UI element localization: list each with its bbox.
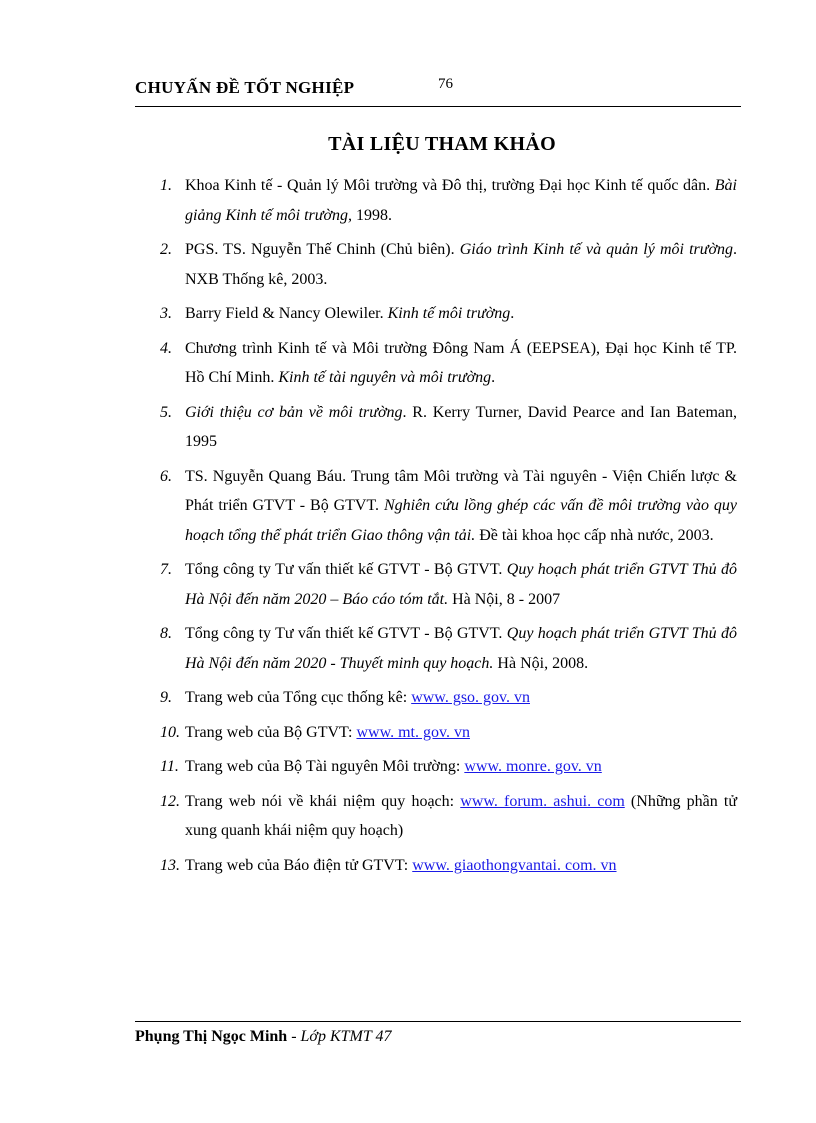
reference-number: 13. xyxy=(160,856,180,874)
page-footer xyxy=(135,1028,391,1046)
reference-number: 7. xyxy=(160,561,172,578)
reference-text: Trang web của Tổng cục thống kê: xyxy=(185,689,412,706)
reference-item xyxy=(135,555,737,614)
reference-item xyxy=(135,171,737,230)
reference-item xyxy=(135,299,737,329)
reference-title: Giới thiệu cơ bản về môi trường xyxy=(185,403,403,421)
reference-item xyxy=(135,619,737,678)
reference-text: 1998. xyxy=(352,206,393,224)
reference-item xyxy=(135,462,737,551)
reference-item xyxy=(135,752,737,782)
reference-item xyxy=(135,718,737,748)
reference-number: 8. xyxy=(160,625,172,642)
reference-item xyxy=(135,851,737,881)
reference-number: 5. xyxy=(160,403,172,421)
reference-link[interactable]: www. monre. gov. vn xyxy=(464,758,602,775)
reference-text: Trang web của Báo điện tử GTVT: xyxy=(185,856,413,874)
reference-text: TS. Nguyễn Quang Báu. Trung tâm Môi trường và Tài nguyên - Viện Chiến lược & Phát triển GTVT - Bộ GTVT. xyxy=(185,467,737,514)
reference-text: (Những phần tử xung quanh khái niệm quy hoạch) xyxy=(185,792,738,839)
reference-list xyxy=(135,171,737,885)
reference-number: 1. xyxy=(160,177,172,194)
reference-text: Tổng công ty Tư vấn thiết kế GTVT - Bộ GTVT. xyxy=(185,625,507,642)
reference-item xyxy=(135,683,737,713)
reference-number: 9. xyxy=(160,689,172,706)
reference-text: . R. Kerry Turner, David Pearce and Ian Bateman, 1995 xyxy=(185,403,738,450)
reference-title: Kinh tế môi trường xyxy=(387,305,511,322)
reference-item xyxy=(135,398,737,457)
reference-text: Trang web của Bộ Tài nguyên Môi trường: xyxy=(185,758,465,775)
reference-text: Hà Nội, 2008. xyxy=(493,654,589,672)
reference-text: PGS. TS. Nguyễn Thế Chinh (Chủ biên). xyxy=(185,241,460,258)
reference-number: 11. xyxy=(160,758,179,775)
reference-number: 4. xyxy=(160,339,172,357)
page-title: TÀI LIỆU THAM KHẢO xyxy=(328,133,556,155)
reference-title: Quy hoạch phát triển GTVT Thủ đô Hà Nội đến năm 2020 – Báo cáo tóm tắt. xyxy=(185,561,738,608)
reference-number: 10. xyxy=(160,723,180,741)
reference-link[interactable]: www. gso. gov. vn xyxy=(411,689,530,706)
reference-link[interactable]: www. giaothongvantai. com. vn xyxy=(412,856,617,874)
author-name: Phụng Thị Ngọc Minh xyxy=(135,1028,288,1045)
author-class: Lớp KTMT 47 xyxy=(300,1028,392,1045)
reference-text: Trang web của Bộ GTVT: xyxy=(185,723,357,741)
footer-divider xyxy=(135,1021,741,1022)
reference-title: Nghiên cứu lồng ghép các vấn đề môi trường vào quy hoạch tổng thể phát triển Giao thông vận tải. xyxy=(185,497,737,544)
reference-item xyxy=(135,787,737,846)
reference-item xyxy=(135,235,737,294)
reference-text: Tổng công ty Tư vấn thiết kế GTVT - Bộ GTVT. xyxy=(185,561,507,578)
reference-number: 6. xyxy=(160,467,172,485)
reference-text: Chương trình Kinh tế và Môi trường Đông Nam Á (EEPSEA), Đại học Kinh tế TP. Hồ Chí Minh. xyxy=(185,339,737,386)
reference-text: Trang web nói về khái niệm quy hoạch: xyxy=(185,792,461,810)
reference-item xyxy=(135,334,737,393)
reference-link[interactable]: www. forum. ashui. com xyxy=(460,792,625,810)
reference-text: Hà Nội, 8 - 2007 xyxy=(448,590,561,608)
reference-text: . NXB Thống kê, 2003. xyxy=(185,241,738,288)
reference-text: Khoa Kinh tế - Quản lý Môi trường và Đô thị, trường Đại học Kinh tế quốc dân. xyxy=(185,177,715,194)
header-title: CHUYẤN ĐỀ TỐT NGHIỆP xyxy=(135,78,355,97)
reference-number: 2. xyxy=(160,241,172,258)
header-divider xyxy=(135,106,741,107)
reference-title: Giáo trình Kinh tế và quản lý môi trường xyxy=(459,241,734,258)
reference-number: 12. xyxy=(160,792,180,810)
reference-number: 3. xyxy=(160,305,172,322)
reference-text: . xyxy=(510,305,515,322)
reference-title: Bài giảng Kinh tế môi trường, xyxy=(185,177,737,224)
reference-text: Đề tài khoa học cấp nhà nước, 2003. xyxy=(475,526,714,544)
reference-title: Quy hoạch phát triển GTVT Thủ đô Hà Nội đến năm 2020 - Thuyết minh quy hoạch. xyxy=(185,625,738,672)
reference-text: Barry Field & Nancy Olewiler. xyxy=(185,305,388,322)
page-number: 76 xyxy=(438,76,453,92)
footer-separator: - xyxy=(287,1028,301,1045)
reference-title: Kinh tế tài nguyên và môi trường xyxy=(278,369,492,386)
reference-text: . xyxy=(491,369,496,386)
page-header xyxy=(135,76,741,102)
reference-link[interactable]: www. mt. gov. vn xyxy=(356,723,470,741)
